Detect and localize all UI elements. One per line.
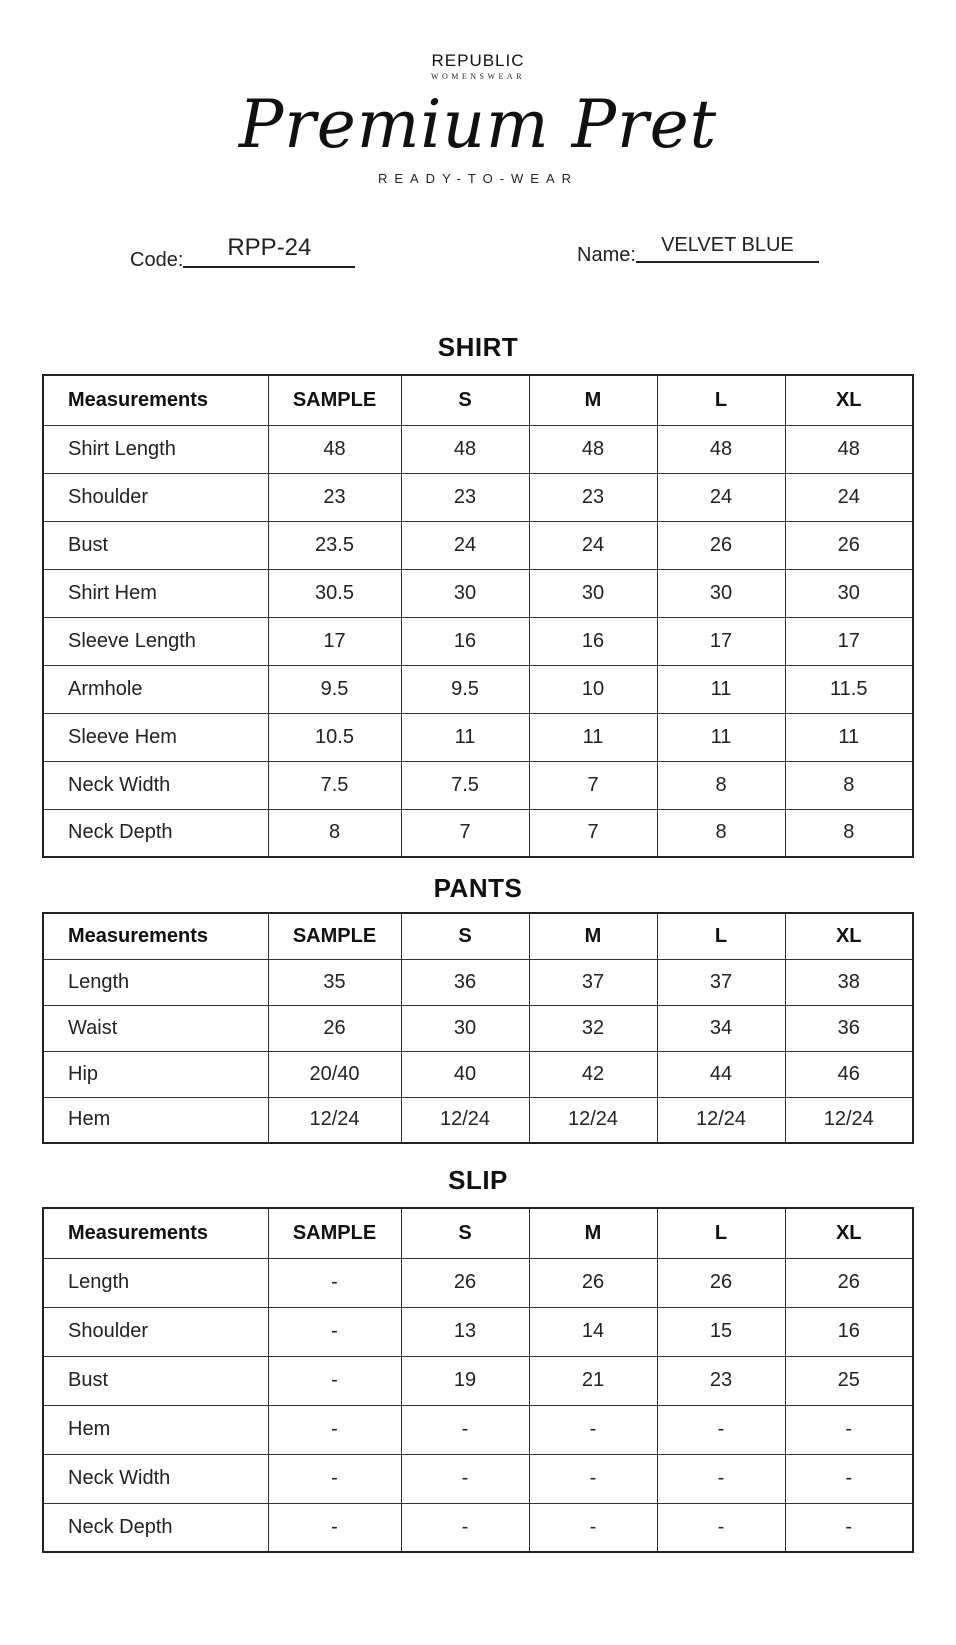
measurement-value: 23 xyxy=(401,473,529,521)
measurement-value: 24 xyxy=(657,473,785,521)
measurement-value: - xyxy=(657,1454,785,1503)
measurement-value: 23.5 xyxy=(268,521,401,569)
measurements-header: Measurements xyxy=(43,1208,268,1258)
measurement-label: Neck Width xyxy=(43,1454,268,1503)
measurement-label: Bust xyxy=(43,1356,268,1405)
measurement-value: 8 xyxy=(657,809,785,857)
measurement-value: 8 xyxy=(785,809,913,857)
measurement-value: 7.5 xyxy=(268,761,401,809)
table-row xyxy=(43,665,913,713)
measurement-label: Shirt Hem xyxy=(43,569,268,617)
measurement-value: 38 xyxy=(785,959,913,1005)
measurement-label: Armhole xyxy=(43,665,268,713)
measurement-value: 26 xyxy=(268,1005,401,1051)
measurement-value: 17 xyxy=(657,617,785,665)
measurement-value: 19 xyxy=(401,1356,529,1405)
measurement-value: 7 xyxy=(529,809,657,857)
name-value: VELVET BLUE xyxy=(636,234,819,263)
size-header: XL xyxy=(785,913,913,959)
measurement-value: 37 xyxy=(529,959,657,1005)
measurement-value: 42 xyxy=(529,1051,657,1097)
measurement-value: 11 xyxy=(657,665,785,713)
measurements-header: Measurements xyxy=(43,375,268,425)
measurement-value: 48 xyxy=(657,425,785,473)
measurement-value: 24 xyxy=(401,521,529,569)
size-header: M xyxy=(529,913,657,959)
measurement-label: Length xyxy=(43,959,268,1005)
measurement-value: 30 xyxy=(529,569,657,617)
measurement-value: - xyxy=(401,1454,529,1503)
table-row xyxy=(43,1258,913,1307)
measurement-value: 17 xyxy=(268,617,401,665)
size-header: M xyxy=(529,1208,657,1258)
size-header: XL xyxy=(785,375,913,425)
measurement-value: 7.5 xyxy=(401,761,529,809)
measurements-header: Measurements xyxy=(43,913,268,959)
table-row xyxy=(43,1405,913,1454)
size-header: M xyxy=(529,375,657,425)
measurement-label: Neck Depth xyxy=(43,1503,268,1552)
measurement-value: 23 xyxy=(529,473,657,521)
measurement-value: 11.5 xyxy=(785,665,913,713)
measurement-value: 40 xyxy=(401,1051,529,1097)
table-row xyxy=(43,521,913,569)
measurement-value: 7 xyxy=(401,809,529,857)
measurement-value: - xyxy=(785,1454,913,1503)
size-header: S xyxy=(401,913,529,959)
table-row xyxy=(43,473,913,521)
measurement-value: - xyxy=(529,1405,657,1454)
table-row xyxy=(43,1503,913,1552)
measurement-value: 34 xyxy=(657,1005,785,1051)
code-value: RPP-24 xyxy=(183,234,355,268)
shirt-title: SHIRT xyxy=(437,332,519,362)
brand-header xyxy=(0,52,956,186)
measurement-value: 30 xyxy=(785,569,913,617)
measurement-value: 17 xyxy=(785,617,913,665)
measurement-value: 12/24 xyxy=(268,1097,401,1143)
measurement-value: 9.5 xyxy=(268,665,401,713)
measurement-value: 11 xyxy=(401,713,529,761)
measurement-value: 14 xyxy=(529,1307,657,1356)
measurement-value: 48 xyxy=(529,425,657,473)
measurement-value: - xyxy=(401,1503,529,1552)
slip-title: SLIP xyxy=(448,1165,508,1195)
measurement-value: 26 xyxy=(785,1258,913,1307)
table-row xyxy=(43,959,913,1005)
table-row xyxy=(43,1356,913,1405)
measurement-value: 8 xyxy=(785,761,913,809)
measurement-value: - xyxy=(268,1503,401,1552)
code-label: Code: xyxy=(130,249,184,271)
measurement-value: 11 xyxy=(529,713,657,761)
measurement-value: 12/24 xyxy=(657,1097,785,1143)
measurement-value: 32 xyxy=(529,1005,657,1051)
measurement-value: 24 xyxy=(785,473,913,521)
measurement-value: 37 xyxy=(657,959,785,1005)
measurement-value: 46 xyxy=(785,1051,913,1097)
measurement-value: 48 xyxy=(785,425,913,473)
measurement-label: Sleeve Hem xyxy=(43,713,268,761)
table-row xyxy=(43,809,913,857)
measurement-label: Shoulder xyxy=(43,473,268,521)
table-row xyxy=(43,569,913,617)
measurement-value: 30.5 xyxy=(268,569,401,617)
measurement-label: Bust xyxy=(43,521,268,569)
measurement-value: 8 xyxy=(268,809,401,857)
pants-size-table xyxy=(42,912,914,1144)
measurement-value: - xyxy=(657,1503,785,1552)
measurement-value: 25 xyxy=(785,1356,913,1405)
measurement-value: 16 xyxy=(401,617,529,665)
size-header: SAMPLE xyxy=(268,913,401,959)
measurement-value: - xyxy=(401,1405,529,1454)
table-row xyxy=(43,761,913,809)
measurement-value: 16 xyxy=(785,1307,913,1356)
measurement-value: 30 xyxy=(657,569,785,617)
measurement-label: Shirt Length xyxy=(43,425,268,473)
table-row xyxy=(43,617,913,665)
measurement-value: 7 xyxy=(529,761,657,809)
measurement-value: 26 xyxy=(529,1258,657,1307)
measurement-label: Neck Width xyxy=(43,761,268,809)
size-header: L xyxy=(657,375,785,425)
slip-size-table xyxy=(42,1207,914,1553)
size-header: SAMPLE xyxy=(268,1208,401,1258)
measurement-label: Hem xyxy=(43,1405,268,1454)
measurement-value: 11 xyxy=(785,713,913,761)
measurement-value: 12/24 xyxy=(529,1097,657,1143)
measurement-value: - xyxy=(268,1405,401,1454)
measurement-value: - xyxy=(529,1503,657,1552)
brand-name: REPUBLIC xyxy=(431,51,525,70)
size-header: L xyxy=(657,913,785,959)
measurement-value: - xyxy=(529,1454,657,1503)
measurement-label: Length xyxy=(43,1258,268,1307)
size-header: L xyxy=(657,1208,785,1258)
measurement-value: 10.5 xyxy=(268,713,401,761)
pants-title: PANTS xyxy=(433,873,523,903)
measurement-value: 13 xyxy=(401,1307,529,1356)
measurement-value: 48 xyxy=(401,425,529,473)
measurement-value: - xyxy=(785,1405,913,1454)
measurement-value: - xyxy=(785,1503,913,1552)
measurement-value: 44 xyxy=(657,1051,785,1097)
measurement-value: 30 xyxy=(401,1005,529,1051)
measurement-value: 12/24 xyxy=(785,1097,913,1143)
header-row xyxy=(43,375,913,425)
table-row xyxy=(43,1097,913,1143)
table-row xyxy=(43,1454,913,1503)
measurement-value: 36 xyxy=(401,959,529,1005)
brand-subtitle: WOMENSWEAR xyxy=(430,72,526,81)
size-header: XL xyxy=(785,1208,913,1258)
tagline: READY-TO-WEAR xyxy=(377,171,579,186)
measurement-value: 36 xyxy=(785,1005,913,1051)
measurement-label: Neck Depth xyxy=(43,809,268,857)
measurement-value: 16 xyxy=(529,617,657,665)
measurement-value: 35 xyxy=(268,959,401,1005)
measurement-value: 23 xyxy=(268,473,401,521)
measurement-value: 30 xyxy=(401,569,529,617)
measurement-value: 26 xyxy=(401,1258,529,1307)
measurement-label: Shoulder xyxy=(43,1307,268,1356)
table-row xyxy=(43,1051,913,1097)
measurement-value: 48 xyxy=(268,425,401,473)
premium-pret-logo: Premium Pret xyxy=(238,86,718,163)
size-header: SAMPLE xyxy=(268,375,401,425)
measurement-value: 20/40 xyxy=(268,1051,401,1097)
measurement-label: Waist xyxy=(43,1005,268,1051)
measurement-value: 9.5 xyxy=(401,665,529,713)
table-row xyxy=(43,425,913,473)
measurement-value: 21 xyxy=(529,1356,657,1405)
measurement-value: 26 xyxy=(785,521,913,569)
measurement-value: - xyxy=(268,1356,401,1405)
measurement-value: 23 xyxy=(657,1356,785,1405)
table-row xyxy=(43,1307,913,1356)
measurement-value: - xyxy=(657,1405,785,1454)
product-code xyxy=(130,234,355,272)
product-name xyxy=(577,234,819,267)
measurement-value: - xyxy=(268,1307,401,1356)
size-header: S xyxy=(401,1208,529,1258)
header-row xyxy=(43,1208,913,1258)
measurement-value: 12/24 xyxy=(401,1097,529,1143)
table-row xyxy=(43,1005,913,1051)
measurement-label: Hem xyxy=(43,1097,268,1143)
measurement-value: 10 xyxy=(529,665,657,713)
measurement-value: 26 xyxy=(657,521,785,569)
measurement-value: 8 xyxy=(657,761,785,809)
measurement-value: 26 xyxy=(657,1258,785,1307)
header-row xyxy=(43,913,913,959)
size-header: S xyxy=(401,375,529,425)
table-row xyxy=(43,713,913,761)
measurement-label: Sleeve Length xyxy=(43,617,268,665)
measurement-value: - xyxy=(268,1454,401,1503)
name-label: Name: xyxy=(577,244,636,266)
measurement-value: 15 xyxy=(657,1307,785,1356)
measurement-value: - xyxy=(268,1258,401,1307)
shirt-size-table xyxy=(42,374,914,858)
measurement-label: Hip xyxy=(43,1051,268,1097)
measurement-value: 24 xyxy=(529,521,657,569)
measurement-value: 11 xyxy=(657,713,785,761)
